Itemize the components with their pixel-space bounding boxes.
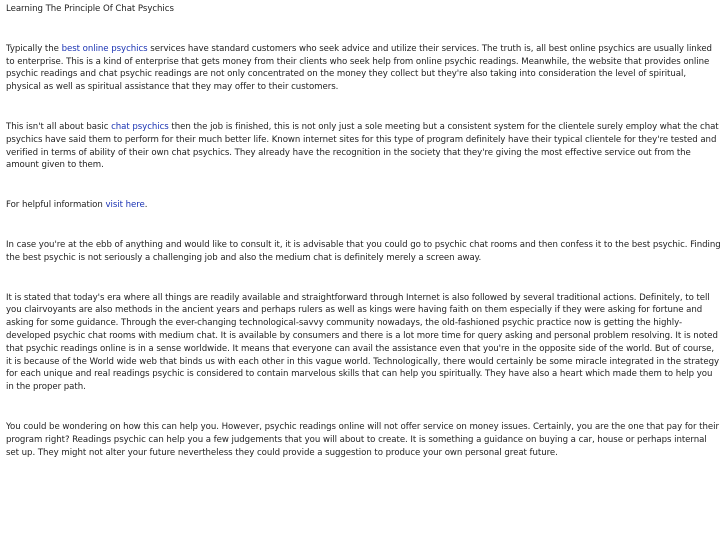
chat-psychics-link[interactable]: chat psychics (111, 121, 169, 132)
visit-here-link[interactable]: visit here (105, 200, 145, 211)
document-page (6, 3, 722, 459)
paragraph-3-text-start: For helpful information (6, 200, 106, 211)
paragraph-6: You could be wondering on how this can help you. However, psychic readings online will not offer service on money issues. Certainly, you are the one that pay for their program right? Readings psychic can help you a few judgements that you will about to create. It is something a guidance on buying a car, house or perhaps internal set up. They might not alter your future nevertheless they could provide a suggestion to produce your own personal great future. (6, 421, 719, 458)
paragraph-1-text-start: Typically the (6, 43, 62, 54)
paragraph-1 (6, 43, 722, 94)
document-title: Learning The Principle Of Chat Psychics (6, 4, 174, 14)
paragraph-2-text-end: then the job is finished, this is not only just a sole meeting but a consistent system for the clientele surely employ what the chat psychics have said them to perform for their much better life. Known internet sites for this type of program definitely have their typical clientele for they're tested and verified in terms of ability of their own chat psychics. They already have the recognition in the society that they're giving the most effective service out from the amount given to them. (6, 121, 719, 171)
paragraph-2 (6, 121, 722, 172)
paragraph-3-text-end: . (144, 200, 148, 211)
paragraph-1-text-end: services have standard customers who seek advice and utilize their services. The truth is, all best online psychics are usually linked to enterprise. This is a kind of enterprise that gets money from their clients who seek help from online psychic readings. Meanwhile, the website that provides online psychic readings and chat psychic readings are not only concentrated on the money they collect but they're also taking into consideration the level of spiritual, physical as well as spiritual assistance that they may offer to their customers. (6, 43, 712, 93)
best-online-psychics-link[interactable]: best online psychics (61, 43, 148, 54)
paragraph-2-text-start: This isn't all about basic (6, 121, 112, 132)
paragraph-4: In case you're at the ebb of anything and would like to consult it, it is advisable that you could go to psychic chat rooms and then confess it to the best psychic. Finding the best psychic is not seriously a challenging job and also the medium chat is definitely merely a screen away. (6, 239, 721, 263)
paragraph-5: It is stated that today's era where all things are readily available and straightforward through Internet is also followed by several traditional actions. Definitely, to tell you clairvoyants are also methods in the ancient years and perhaps rulers as well as kings were having faith on them especially if they were asking for fortune and asking for some guidance. Through the ever-changing technological-savvy community nowadays, the old-fashioned psychic practice now is getting the highly-developed psychic chat rooms with medium chat. It is available by consumers and there is a lot more time for query asking and personal problem resolving. It is noted that psychic readings online is in a sense worldwide. It means that everyone can avail the assistance even that you're in the opposite side of the world. But of course, it is because of the World wide web that binds us with each other in this vague world. Technologically, there would certainly be some miracle integrated in the strategy for each unique and real readings psychic is considered to contain marvelous skills that can help you spiritually. They have also a heart which made them to help you in the proper path. (6, 292, 720, 393)
paragraph-3 (6, 199, 722, 212)
